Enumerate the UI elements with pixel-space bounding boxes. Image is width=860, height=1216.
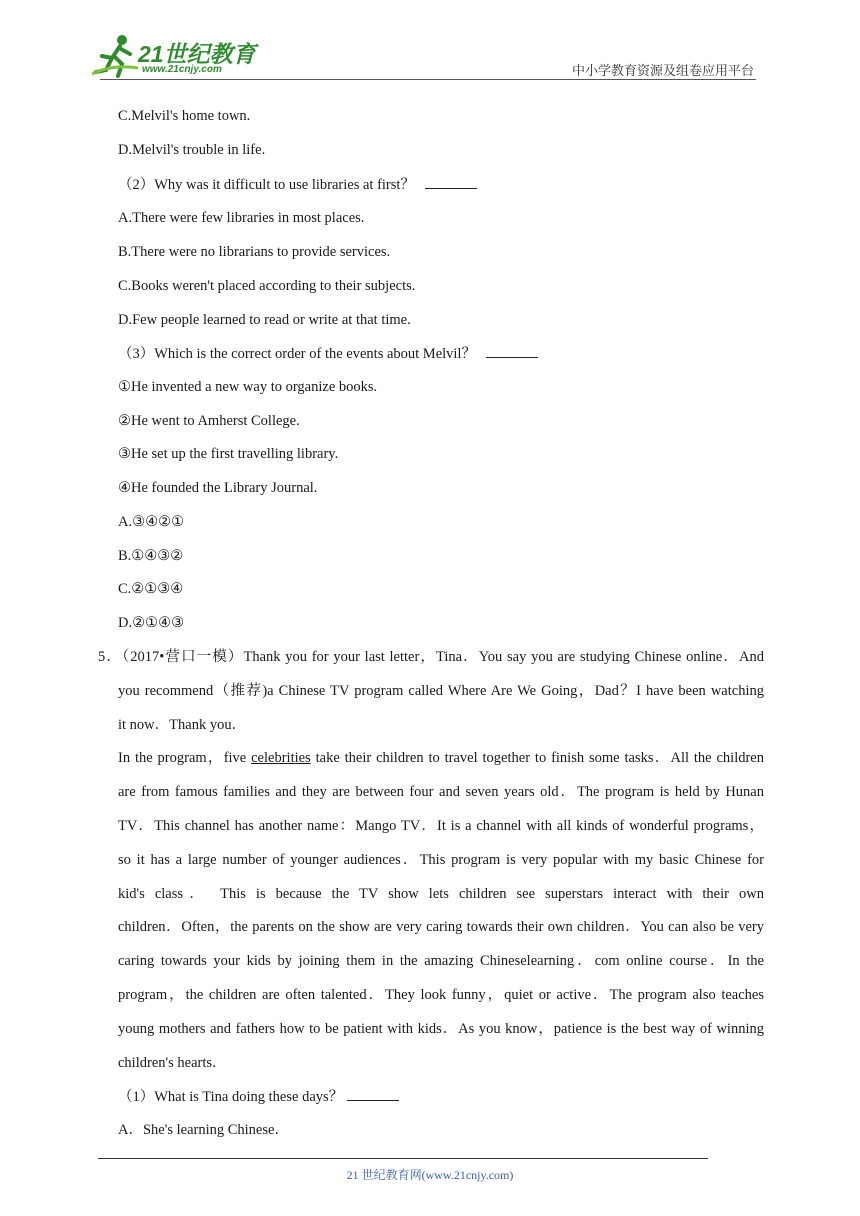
event-line: ④He founded the Library Journal. xyxy=(118,480,318,496)
runner-icon xyxy=(92,34,140,78)
underlined-word: celebrities xyxy=(251,750,311,766)
option-line: A．She's learning Chinese． xyxy=(118,1122,289,1138)
event-line: ①He invented a new way to organize books. xyxy=(118,379,378,395)
passage-line: kid's class． This is because the TV show lets children see superstars interact with their own xyxy=(118,886,764,902)
passage-line: it now．Thank you． xyxy=(118,717,247,733)
sub-question xyxy=(118,1086,399,1107)
page-header xyxy=(0,0,860,90)
page-footer: 21 世纪教育网(www.21cnjy.com) xyxy=(346,1168,514,1182)
platform-name: 中小学教育资源及组卷应用平台 xyxy=(571,63,754,78)
option-line: A.③④②① xyxy=(118,514,185,530)
option-line: C.Melvil's home town. xyxy=(118,108,251,124)
passage-line xyxy=(118,748,764,768)
logo-url: www.21cnjy.com xyxy=(142,64,222,75)
header-divider xyxy=(100,79,756,80)
passage-text: take their children to travel together to finish some tasks．All the children xyxy=(310,750,764,766)
passage-line: TV．This channel has another name：Mango TV．It is a channel with all kinds of wonderful programs， xyxy=(118,818,764,834)
option-line: C.Books weren't placed according to their subjects. xyxy=(118,278,416,294)
sub-question-text: （2）Why was it difficult to use libraries at first？ xyxy=(118,177,415,193)
passage-line: so it has a large number of younger audiences．This program is very popular with my basic Chinese for xyxy=(118,852,764,868)
passage-line: you recommend（推荐)a Chinese TV program called Where Are We Going，Dad？I have been watching xyxy=(118,683,764,699)
event-line: ③He set up the first travelling library. xyxy=(118,446,339,462)
option-line: D.②①④③ xyxy=(118,615,185,631)
option-line: C.②①③④ xyxy=(118,581,184,597)
passage-line: caring towards your kids by joining them in the amazing Chineselearning．com online course．In the xyxy=(118,953,764,969)
option-line: A.There were few libraries in most places. xyxy=(118,210,365,226)
answer-blank xyxy=(486,343,538,358)
passage-line: are from famous families and they are between four and seven years old．The program is held by Hunan xyxy=(118,784,764,800)
option-line: B.There were no librarians to provide services. xyxy=(118,244,391,260)
site-logo xyxy=(92,34,262,78)
passage-line: program，the children are often talented．They look funny，quiet or active．The program also teaches xyxy=(118,987,764,1003)
sub-question xyxy=(118,174,477,195)
event-line: ②He went to Amherst College. xyxy=(118,413,300,429)
answer-blank xyxy=(425,174,477,189)
passage-line: children's hearts． xyxy=(118,1055,227,1071)
passage-line: children．Often，the parents on the show are very caring towards their own children．You can also be very xyxy=(118,919,764,935)
question-5-line: 5．（2017•营口一模）Thank you for your last letter，Tina．You say you are studying Chinese online．And xyxy=(98,649,764,665)
footer-divider xyxy=(98,1158,708,1159)
passage-line: young mothers and fathers how to be patient with kids．As you know，patience is the best way of winning xyxy=(118,1021,764,1037)
option-line: D.Few people learned to read or write at that time. xyxy=(118,312,411,328)
sub-question-text: （1）What is Tina doing these days？ xyxy=(118,1089,344,1105)
logo-text: 21世纪教育 xyxy=(138,41,256,67)
answer-blank xyxy=(347,1086,399,1101)
sub-question xyxy=(118,343,538,364)
option-line: B.①④③② xyxy=(118,548,184,564)
passage-text: In the program，five xyxy=(118,750,252,766)
option-line: D.Melvil's trouble in life. xyxy=(118,142,266,158)
sub-question-text: （3）Which is the correct order of the events about Melvil？ xyxy=(118,346,476,362)
